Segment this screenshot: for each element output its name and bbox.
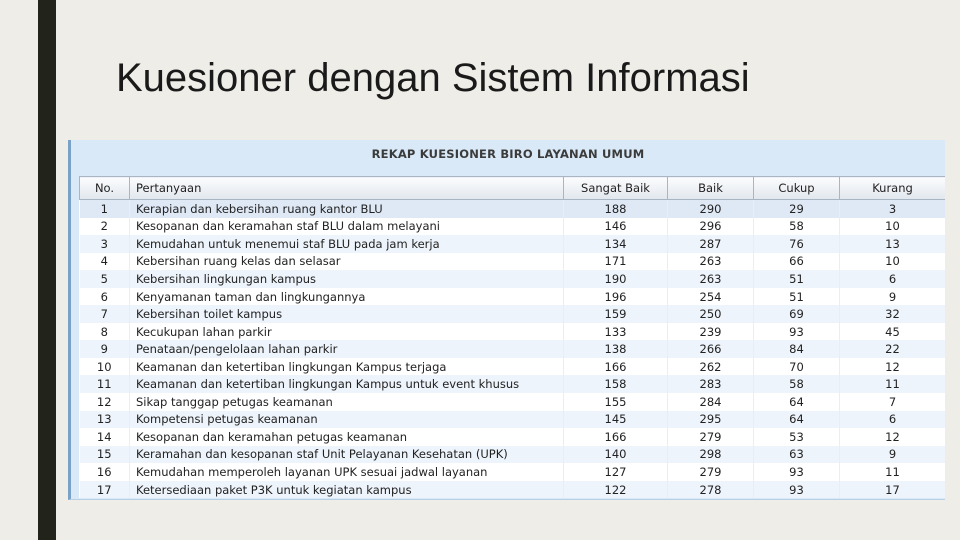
cell-cukup: 63 (754, 446, 840, 464)
cell-baik: 250 (668, 305, 754, 323)
cell-kurang: 6 (840, 270, 946, 288)
cell-sangat-baik: 155 (564, 393, 668, 411)
table-row[interactable] (80, 235, 946, 253)
rekap-table (79, 176, 945, 498)
cell-kurang: 9 (840, 446, 946, 464)
cell-pertanyaan: Kebersihan ruang kelas dan selasar (130, 253, 564, 271)
cell-cukup: 66 (754, 253, 840, 271)
slide-accent-bar (38, 0, 56, 540)
cell-no: 16 (80, 463, 130, 481)
cell-pertanyaan: Ketersediaan paket P3K untuk kegiatan kampus (130, 481, 564, 499)
cell-pertanyaan: Sikap tanggap petugas keamanan (130, 393, 564, 411)
column-header-cukup[interactable]: Cukup (754, 177, 840, 200)
cell-pertanyaan: Kenyamanan taman dan lingkungannya (130, 288, 564, 306)
cell-kurang: 32 (840, 305, 946, 323)
cell-baik: 263 (668, 253, 754, 271)
cell-sangat-baik: 145 (564, 411, 668, 429)
cell-baik: 284 (668, 393, 754, 411)
cell-baik: 254 (668, 288, 754, 306)
cell-cukup: 70 (754, 358, 840, 376)
cell-no: 8 (80, 323, 130, 341)
cell-cukup: 58 (754, 375, 840, 393)
cell-sangat-baik: 146 (564, 218, 668, 236)
table-row[interactable] (80, 218, 946, 236)
table-body (80, 200, 946, 499)
cell-kurang: 22 (840, 340, 946, 358)
cell-sangat-baik: 158 (564, 375, 668, 393)
cell-baik: 279 (668, 428, 754, 446)
column-header-sangat-baik[interactable]: Sangat Baik (564, 177, 668, 200)
cell-pertanyaan: Kerapian dan kebersihan ruang kantor BLU (130, 200, 564, 218)
table-title: REKAP KUESIONER BIRO LAYANAN UMUM (371, 147, 645, 161)
cell-cukup: 76 (754, 235, 840, 253)
cell-baik: 290 (668, 200, 754, 218)
cell-pertanyaan: Keramahan dan kesopanan staf Unit Pelayanan Kesehatan (UPK) (130, 446, 564, 464)
table-row[interactable] (80, 323, 946, 341)
table-header-row (80, 177, 946, 200)
cell-no: 7 (80, 305, 130, 323)
cell-kurang: 6 (840, 411, 946, 429)
table-row[interactable] (80, 411, 946, 429)
cell-no: 5 (80, 270, 130, 288)
table-row[interactable] (80, 288, 946, 306)
table-row[interactable] (80, 463, 946, 481)
column-header-baik[interactable]: Baik (668, 177, 754, 200)
cell-no: 4 (80, 253, 130, 271)
cell-no: 12 (80, 393, 130, 411)
cell-kurang: 12 (840, 428, 946, 446)
slide-title: Kuesioner dengan Sistem Informasi (116, 56, 750, 100)
cell-baik: 263 (668, 270, 754, 288)
cell-kurang: 10 (840, 253, 946, 271)
cell-baik: 279 (668, 463, 754, 481)
cell-sangat-baik: 122 (564, 481, 668, 499)
cell-sangat-baik: 133 (564, 323, 668, 341)
cell-cukup: 53 (754, 428, 840, 446)
table-row[interactable] (80, 428, 946, 446)
cell-baik: 278 (668, 481, 754, 499)
cell-cukup: 93 (754, 323, 840, 341)
cell-pertanyaan: Keamanan dan ketertiban lingkungan Kampus terjaga (130, 358, 564, 376)
table-row[interactable] (80, 253, 946, 271)
cell-pertanyaan: Kemudahan untuk menemui staf BLU pada jam kerja (130, 235, 564, 253)
cell-no: 15 (80, 446, 130, 464)
cell-no: 10 (80, 358, 130, 376)
cell-sangat-baik: 188 (564, 200, 668, 218)
cell-sangat-baik: 196 (564, 288, 668, 306)
cell-sangat-baik: 140 (564, 446, 668, 464)
column-header-no[interactable]: No. (80, 177, 130, 200)
cell-cukup: 58 (754, 218, 840, 236)
column-header-kurang[interactable]: Kurang (840, 177, 946, 200)
table-row[interactable] (80, 446, 946, 464)
cell-cukup: 93 (754, 481, 840, 499)
cell-cukup: 51 (754, 288, 840, 306)
cell-baik: 239 (668, 323, 754, 341)
cell-sangat-baik: 138 (564, 340, 668, 358)
cell-kurang: 11 (840, 375, 946, 393)
cell-sangat-baik: 171 (564, 253, 668, 271)
cell-sangat-baik: 166 (564, 428, 668, 446)
cell-pertanyaan: Kesopanan dan keramahan petugas keamanan (130, 428, 564, 446)
cell-no: 17 (80, 481, 130, 499)
cell-pertanyaan: Kebersihan lingkungan kampus (130, 270, 564, 288)
cell-sangat-baik: 166 (564, 358, 668, 376)
cell-cukup: 93 (754, 463, 840, 481)
cell-kurang: 45 (840, 323, 946, 341)
cell-kurang: 17 (840, 481, 946, 499)
cell-sangat-baik: 134 (564, 235, 668, 253)
table-row[interactable] (80, 305, 946, 323)
table-container (79, 176, 945, 498)
cell-cukup: 69 (754, 305, 840, 323)
cell-no: 2 (80, 218, 130, 236)
cell-baik: 298 (668, 446, 754, 464)
cell-pertanyaan: Kompetensi petugas keamanan (130, 411, 564, 429)
cell-baik: 295 (668, 411, 754, 429)
cell-baik: 296 (668, 218, 754, 236)
cell-pertanyaan: Kemudahan memperoleh layanan UPK sesuai jadwal layanan (130, 463, 564, 481)
cell-no: 9 (80, 340, 130, 358)
table-row[interactable] (80, 200, 946, 218)
cell-sangat-baik: 190 (564, 270, 668, 288)
cell-no: 1 (80, 200, 130, 218)
cell-pertanyaan: Keamanan dan ketertiban lingkungan Kampus untuk event khusus (130, 375, 564, 393)
cell-pertanyaan: Kesopanan dan keramahan staf BLU dalam melayani (130, 218, 564, 236)
cell-baik: 283 (668, 375, 754, 393)
cell-baik: 266 (668, 340, 754, 358)
cell-kurang: 13 (840, 235, 946, 253)
column-header-pertanyaan[interactable]: Pertanyaan (130, 177, 564, 200)
cell-cukup: 51 (754, 270, 840, 288)
cell-no: 14 (80, 428, 130, 446)
cell-pertanyaan: Kebersihan toilet kampus (130, 305, 564, 323)
cell-pertanyaan: Kecukupan lahan parkir (130, 323, 564, 341)
cell-no: 6 (80, 288, 130, 306)
questionnaire-screenshot (68, 140, 945, 500)
cell-sangat-baik: 127 (564, 463, 668, 481)
table-row[interactable] (80, 358, 946, 376)
cell-sangat-baik: 159 (564, 305, 668, 323)
cell-kurang: 7 (840, 393, 946, 411)
cell-pertanyaan: Penataan/pengelolaan lahan parkir (130, 340, 564, 358)
cell-cukup: 84 (754, 340, 840, 358)
cell-no: 11 (80, 375, 130, 393)
table-row[interactable] (80, 340, 946, 358)
cell-kurang: 10 (840, 218, 946, 236)
cell-cukup: 64 (754, 393, 840, 411)
cell-baik: 262 (668, 358, 754, 376)
table-row[interactable] (80, 481, 946, 499)
cell-kurang: 3 (840, 200, 946, 218)
cell-cukup: 29 (754, 200, 840, 218)
cell-cukup: 64 (754, 411, 840, 429)
cell-kurang: 12 (840, 358, 946, 376)
cell-kurang: 11 (840, 463, 946, 481)
table-row[interactable] (80, 393, 946, 411)
cell-kurang: 9 (840, 288, 946, 306)
cell-baik: 287 (668, 235, 754, 253)
cell-no: 13 (80, 411, 130, 429)
cell-no: 3 (80, 235, 130, 253)
table-row[interactable] (80, 375, 946, 393)
table-row[interactable] (80, 270, 946, 288)
